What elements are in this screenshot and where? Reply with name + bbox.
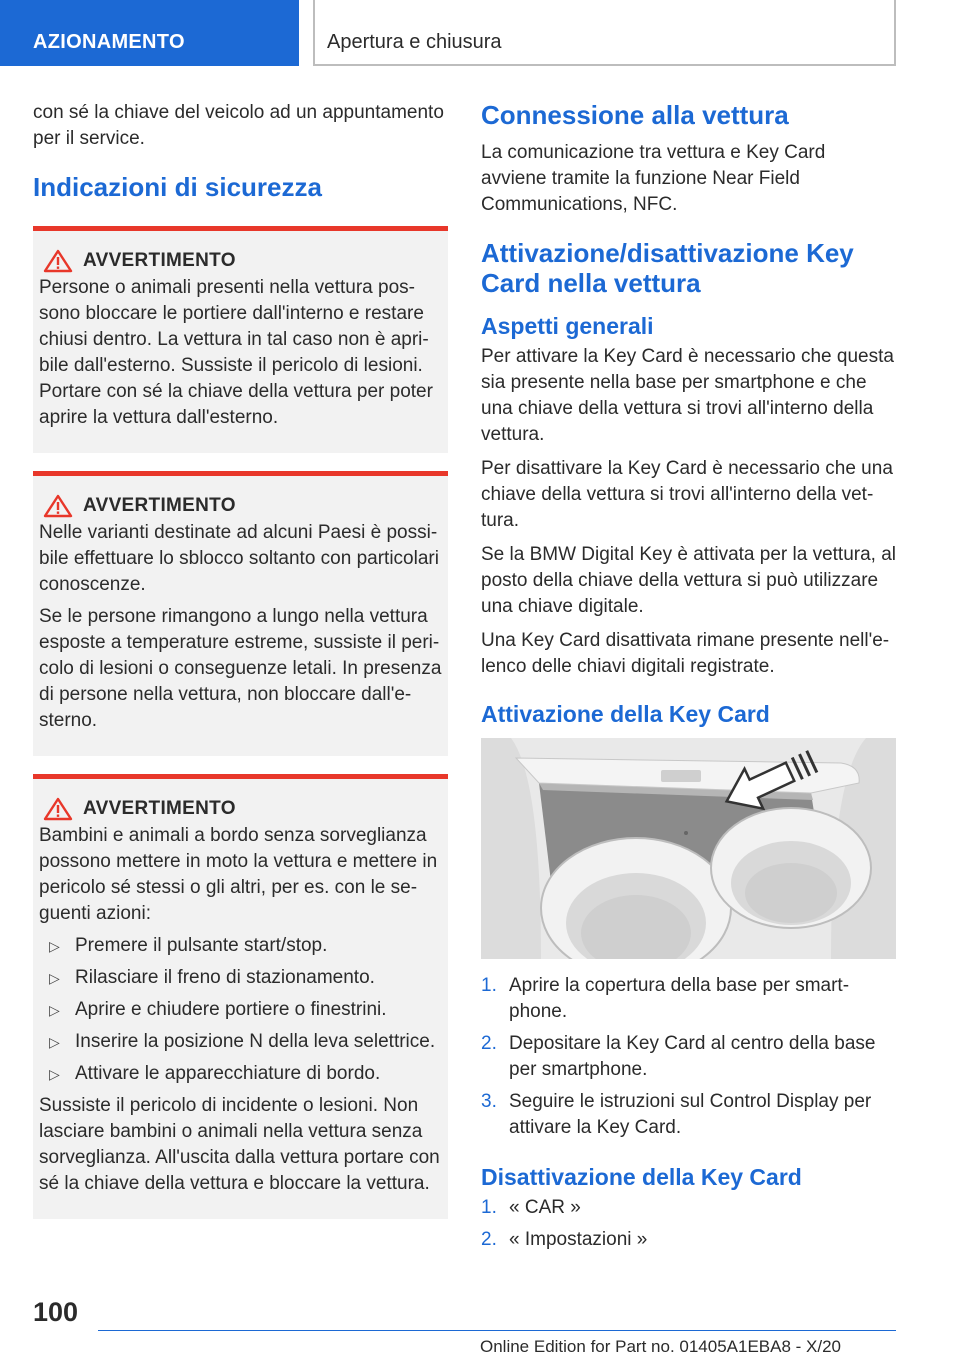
deactivate-card-heading: Disattivazione della Key Card [481,1164,802,1190]
safety-heading: Indicazioni di sicurezza [33,172,322,202]
chapter-title: Apertura e chiusura [313,0,896,66]
left-column [33,100,448,1229]
warning-title: AVVERTIMENTO [83,798,236,819]
triangle-bullet-icon: ▷ [49,938,60,954]
general-text: Per disattivare la Key Card è necessario che una chiave della vettura si trovi all'interno della vettura. [481,458,893,531]
general-text: Se la BMW Digital Key è attivata per la vettura, al posto della chiave della vettura si può utilizzare una chiave digitale. [481,544,897,617]
warning-triangle-icon [43,494,73,518]
warning-triangle-icon [43,249,73,273]
general-text: Una Key Card disattivata rimane presente nell'elenco delle chiavi digitali registrate. [481,630,890,677]
list-item: 1. Aprire la copertura della base per smartphone. [481,975,850,1022]
general-heading: Aspetti generali [481,313,654,339]
right-column [481,100,896,1259]
triangle-bullet-icon: ▷ [49,970,60,986]
warning-box [33,471,448,756]
list-item: ▷ Inserire la posizione N della leva selettrice. [39,1029,442,1055]
list-item: 3. Seguire le istruzioni sul Control Display per attivare la Key Card. [481,1091,872,1138]
general-text: Per attivare la Key Card è necessario che questa sia presente nella base per smartphone e che una chiave della vettura si trovi all'interno della vettura. [481,346,894,445]
list-item: 2. Depositare la Key Card al centro della base per smartphone. [481,1033,876,1080]
activate-card-heading: Attivazione della Key Card [481,701,770,727]
activation-heading: Attivazione/disattivazione Key Card nella vettura [481,238,854,298]
list-item: ▷ Attivare le apparecchiature di bordo. [39,1061,442,1087]
warning-text: Sussiste il pericolo di incidente o lesioni. Non lasciare bambini o animali nella vettura senza sorveglianza. All'uscita dalla vettura portare con sé la chiave della vettura e bloccare la vettura. [39,1095,440,1194]
list-item: ▷ Aprire e chiudere portiere o finestrini. [39,997,442,1023]
warning-box [33,226,448,453]
list-item: 2. « Impostazioni » [481,1229,648,1250]
warning-text: Se le persone rimangono a lungo nella vettura esposte a temperature estreme, sussiste il pericolo di lesioni o conseguenze letali. In presenza di persone nella vettura, non bloccare dall'esterno. [39,606,442,731]
edition-note: Online Edition for Part no. 01405A1EBA8 - X/20 [480,1337,842,1356]
section-tab: AZIONAMENTO [0,0,299,66]
warning-box [33,774,448,1219]
deactivate-steps [481,1195,896,1253]
warning-title: AVVERTIMENTO [83,495,236,516]
intro-text: con sé la chiave del veicolo ad un appuntamento per il service. [33,102,444,149]
list-item: ▷ Premere il pulsante start/stop. [39,933,442,959]
list-item: ▷ Rilasciare il freno di stazionamento. [39,965,442,991]
warning-text: Bambini e animali a bordo senza sorveglianza possono mettere in moto la vettura e mettere in pericolo sé stessi o gli altri, per es. con le seguenti azioni: [39,825,438,924]
smartphone-tray-illustration [481,738,896,959]
footer-divider [98,1330,896,1331]
list-item: 1. « CAR » [481,1197,581,1218]
action-list [39,933,442,1087]
connection-heading: Connessione alla vettura [481,100,789,130]
warning-text: Persone o animali presenti nella vettura possono bloccare le portiere dall'interno e restare chiusi dentro. La vettura in tal caso non è apribile dall'esterno. Sussiste il pericolo di lesioni. Portare con sé la chiave della vettura per poter aprire la vettura dall'esterno. [39,277,433,428]
activate-steps [481,973,896,1141]
warning-triangle-icon [43,797,73,821]
triangle-bullet-icon: ▷ [49,1002,60,1018]
warning-text: Nelle varianti destinate ad alcuni Paesi è possibile effettuare lo sblocco soltanto con particolari conoscenze. [39,522,439,595]
triangle-bullet-icon: ▷ [49,1034,60,1050]
triangle-bullet-icon: ▷ [49,1066,60,1082]
page-number: 100 [33,1297,79,1327]
warning-title: AVVERTIMENTO [83,250,236,271]
connection-text: La comunicazione tra vettura e Key Card avviene tramite la funzione Near Field Communications, NFC. [481,142,826,215]
